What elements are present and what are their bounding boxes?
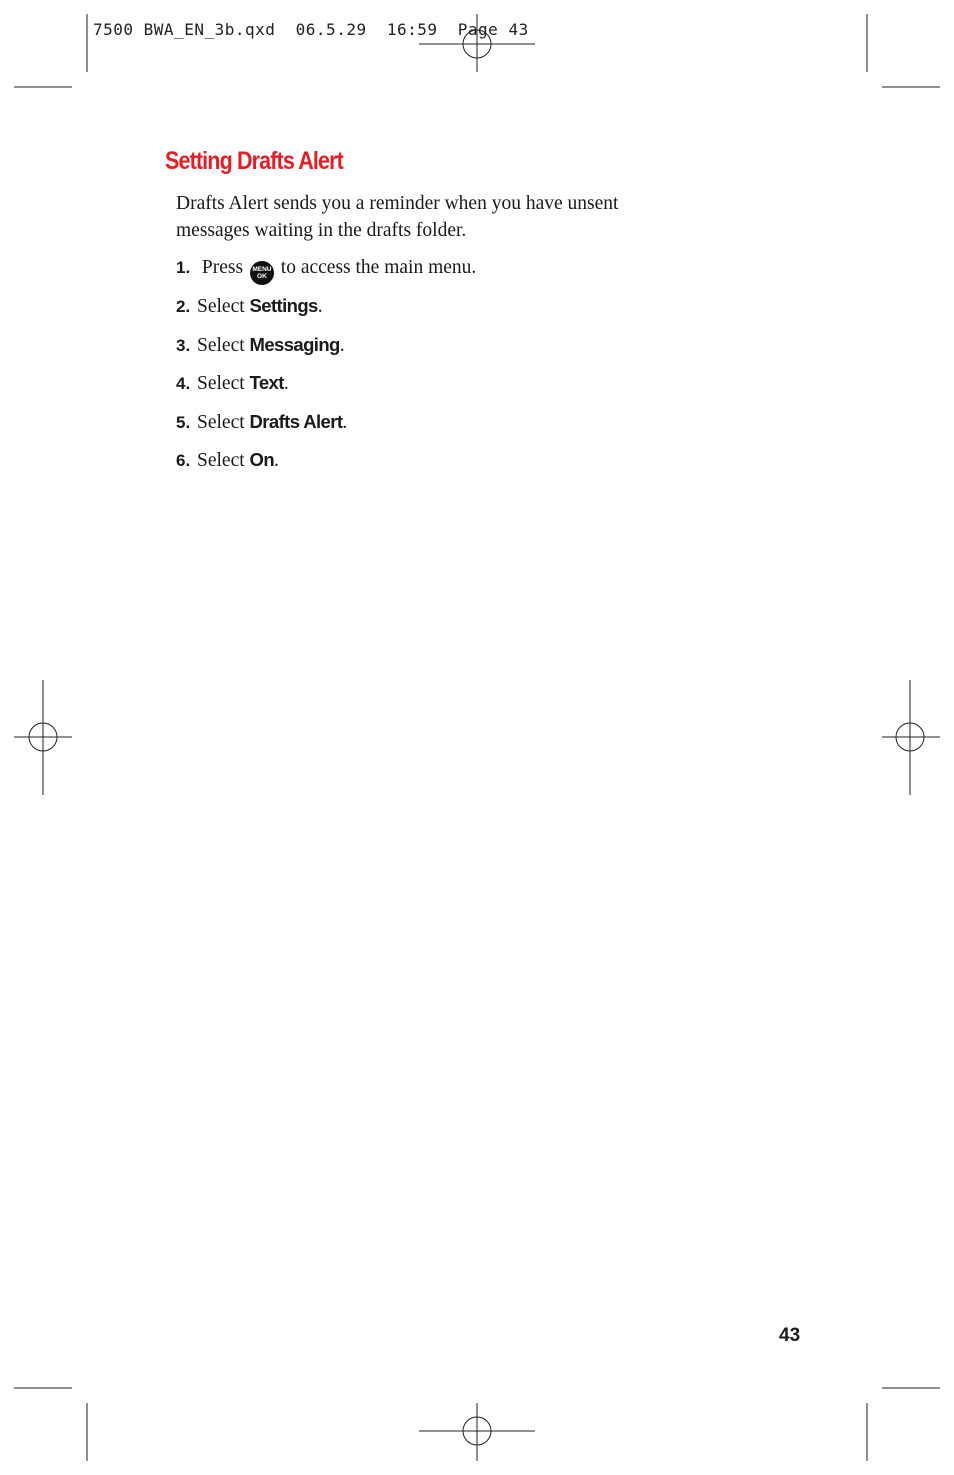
step-text: Select [197, 449, 250, 471]
section-title: Setting Drafts Alert [165, 147, 343, 175]
step-keyword: Settings [249, 295, 318, 317]
step-text: . [283, 373, 289, 395]
intro-paragraph: Drafts Alert sends you a reminder when you have unsent messages waiting in the drafts folder. [176, 193, 619, 241]
step-text: Press [201, 257, 244, 278]
step-text: Select [197, 296, 250, 318]
menu-ok-key-icon [250, 261, 274, 285]
step-keyword: Text [249, 372, 284, 394]
step-5 [176, 408, 476, 446]
page-number: 43 [779, 1325, 801, 1346]
step-3 [176, 331, 476, 369]
key-label-top: MENU [252, 266, 272, 273]
step-2 [176, 292, 476, 330]
step-keyword: On [249, 448, 275, 470]
step-number: 1. [176, 258, 191, 277]
step-4 [176, 369, 476, 407]
step-number: 5. [176, 412, 191, 432]
step-text: Select [197, 411, 250, 433]
step-text: . [317, 296, 323, 318]
step-text: to access the main menu. [280, 257, 477, 278]
step-1 [176, 254, 476, 292]
step-text: . [274, 449, 279, 471]
step-number: 4. [176, 374, 191, 394]
step-6 [176, 446, 476, 484]
step-text: Select [197, 373, 250, 395]
step-keyword: Messaging [249, 333, 340, 355]
step-keyword: Drafts Alert [249, 410, 343, 432]
instruction-steps [176, 254, 476, 484]
key-label-bottom: OK [257, 273, 267, 280]
step-text: Select [197, 334, 250, 356]
step-text: . [339, 334, 345, 356]
file-slug-line: 7500 BWA_EN_3b.qxd 06.5.29 16:59 Page 43 [93, 20, 529, 39]
step-number: 2. [176, 297, 191, 317]
step-number: 3. [176, 335, 191, 355]
step-text: . [342, 411, 348, 433]
step-number: 6. [176, 450, 191, 470]
